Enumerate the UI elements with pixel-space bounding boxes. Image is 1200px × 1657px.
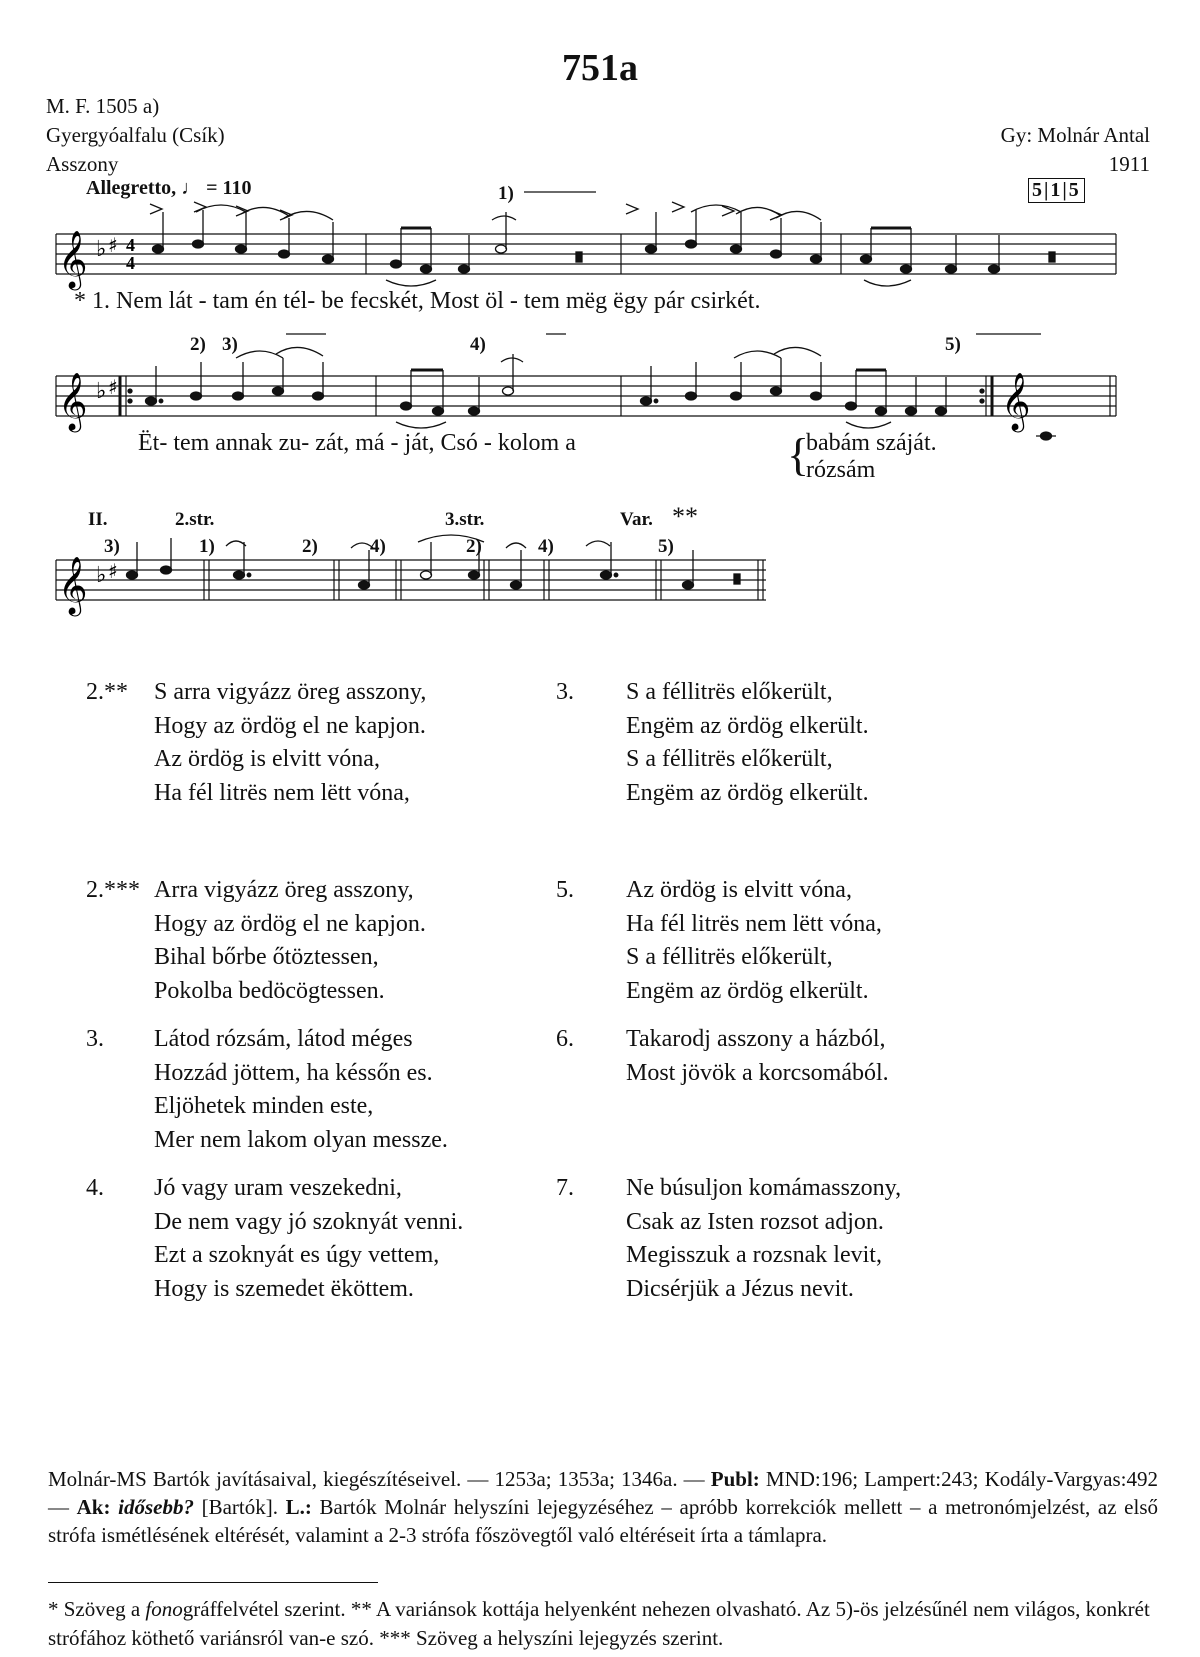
footnote-divider: [48, 1582, 378, 1583]
stanza-3-a: [556, 676, 1016, 816]
stanza-line: Takarodj asszony a házból,: [626, 1026, 886, 1052]
singer: Asszony: [46, 152, 119, 176]
stanza-line: Bihal bőrbe őtöztessen,: [154, 944, 379, 970]
editorial-note: [48, 1465, 1158, 1549]
footnote-1-post: gráffelvétel szerint.: [182, 1597, 346, 1621]
var-mark-5: 5): [658, 536, 674, 557]
tempo-marking: Allegretto, ♩ = 110: [86, 177, 252, 199]
footnote-3: *** Szöveg a helyszíni lejegyzés szerint.: [373, 1626, 724, 1650]
stanza-number: 2.***: [86, 877, 140, 903]
stanza-line: Engëm az ördög elkerült.: [626, 977, 869, 1004]
lyric-alt-b: rózsám: [806, 457, 876, 483]
stanza-line: Mer nem lakom olyan messze.: [154, 1126, 448, 1153]
stanza-line: Megisszuk a rozsnak levit,: [626, 1242, 882, 1268]
svg-text:♭: ♭: [96, 563, 107, 588]
stanza-2-star: [86, 676, 546, 816]
mark-2: 2): [190, 334, 206, 355]
stanza-line: Hozzád jöttem, ha késsőn es.: [154, 1059, 433, 1086]
year: 1911: [1108, 152, 1150, 176]
stanza-number: 2.**: [86, 679, 128, 705]
stanza-7: [556, 1172, 1016, 1312]
stanza-line: Arra vigyázz öreg asszony,: [154, 877, 414, 903]
staff-row-3: [46, 530, 846, 620]
stanza-number: 3.: [86, 1026, 104, 1052]
stanza-number: 3.: [556, 679, 574, 705]
label-3str: 3.str.: [445, 509, 485, 530]
var-mark-3: 3): [104, 536, 120, 557]
var-mark-2b: 2): [466, 536, 482, 557]
stanza-line: Az ördög is elvitt vóna,: [626, 877, 852, 903]
stanza-4: [86, 1172, 546, 1312]
stanza-line: Hogy az ördög el ne kapjon.: [154, 712, 426, 739]
svg-text:♯: ♯: [108, 375, 118, 399]
svg-text:♯: ♯: [108, 559, 118, 583]
var-mark-1: 1): [199, 536, 215, 557]
var-mark-2a: 2): [302, 536, 318, 557]
footnote-2: ** A variánsok kottája helyenként nehezen olvasható. Az 5)-ös jelzésűnél nem világos, konkrét strófához köthető variánsról van-e szó.: [48, 1597, 1150, 1650]
stanza-6: [556, 1023, 1016, 1103]
ak-value: idősebb?: [110, 1495, 194, 1519]
lyric-brace: {: [787, 429, 810, 480]
stanza-line: S a féllitrës előkerült,: [626, 679, 833, 705]
stanza-line: Most jövök a korcsomából.: [626, 1059, 889, 1086]
ak-label: Ak:: [76, 1495, 111, 1519]
stanza-3-b: [86, 1023, 546, 1163]
stanza-line: Engëm az ördög elkerült.: [626, 779, 869, 806]
ak-rest: [Bartók].: [193, 1495, 286, 1519]
stanza-line: Hogy is szemedet ëköttem.: [154, 1275, 414, 1302]
source-id: M. F. 1505 a): [46, 94, 160, 118]
collector: Gy: Molnár Antal: [1000, 123, 1150, 147]
staff-row-1: [46, 190, 1156, 300]
mark-4: 4): [470, 334, 486, 355]
song-number: 751a: [562, 47, 638, 89]
mark-3: 3): [222, 334, 238, 355]
svg-text:4: 4: [126, 235, 135, 255]
staff-row-2: [46, 332, 1156, 442]
label-variant-II: II.: [88, 509, 108, 530]
stanza-line: Eljöhetek minden este,: [154, 1093, 374, 1119]
lyrics-row-2: Ët- tem annak zu- zát, má - ját, Csó - kolom a: [138, 430, 576, 456]
collector-block: [1001, 121, 1150, 179]
stanza-line: Ha fél litrës nem lëtt vóna,: [626, 910, 882, 937]
svg-text:𝄞: 𝄞: [1001, 372, 1031, 430]
stanza-number: 7.: [556, 1175, 574, 1201]
stanza-number: 4.: [86, 1175, 104, 1201]
stanza-number: 5.: [556, 877, 574, 903]
stanza-line: Engëm az ördög elkerült.: [626, 712, 869, 739]
cadence-box: 5|1|5: [1028, 178, 1085, 203]
stanza-line: Az ördög is elvitt vóna,: [154, 746, 380, 772]
stanza-5: [556, 874, 1016, 1014]
stanza-line: S a féllitrës előkerült,: [626, 746, 833, 772]
stanza-line: De nem vagy jó szoknyát venni.: [154, 1208, 464, 1235]
stanza-line: Ezt a szoknyát es úgy vettem,: [154, 1242, 440, 1268]
stanza-line: S a féllitrës előkerült,: [626, 944, 833, 970]
stanza-line: Dicsérjük a Jézus nevit.: [626, 1275, 854, 1302]
lyrics-row-1: * 1. Nem lát - tam én tél- be fecskét, Most öl - tem mëg ëgy pár csirkét.: [74, 288, 761, 314]
label-2str: 2.str.: [175, 509, 215, 530]
publ-label: Publ:: [710, 1467, 760, 1491]
place: Gyergyóalfalu (Csík): [46, 123, 225, 147]
l-label: L.:: [285, 1495, 312, 1519]
stanza-line: Hogy az ördög el ne kapjon.: [154, 910, 426, 937]
stanza-number: 6.: [556, 1026, 574, 1052]
svg-text:♯: ♯: [108, 233, 118, 257]
stanza-line: Látod rózsám, látod méges: [154, 1026, 413, 1052]
svg-text:4: 4: [126, 253, 135, 273]
stanza-line: S arra vigyázz öreg asszony,: [154, 679, 427, 705]
mark-1: 1): [498, 183, 514, 204]
svg-text:𝄞: 𝄞: [58, 372, 88, 430]
stanza-line: Jó vagy uram veszekedni,: [154, 1175, 402, 1201]
stanza-2-triple-star: [86, 874, 546, 1014]
mark-5: 5): [945, 334, 961, 355]
note-main: Molnár-MS Bartók javításaival, kiegészítéseivel. — 1253a; 1353a; 1346a. —: [48, 1467, 711, 1491]
lyric-alt-a: babám száját.: [806, 430, 937, 456]
stanza-line: Pokolba bedöcögtessen.: [154, 977, 385, 1004]
label-stars: **: [672, 502, 698, 531]
var-mark-4b: 4): [538, 536, 554, 557]
stanza-line: Ne búsuljon komámasszony,: [626, 1175, 902, 1201]
label-var: Var.: [620, 509, 653, 530]
footnote-1-italic: fono: [145, 1597, 183, 1621]
source-block: [46, 92, 225, 179]
publ-list: MND:196; Lampert:243; Kodály-Vargyas:492 —: [48, 1467, 1158, 1519]
svg-text:♭: ♭: [96, 237, 107, 262]
l-text: Bartók Molnár helyszíni lejegyzéséhez – apróbb korrekciók mellett – a metronómjelzést, az első strófa ismétlésének eltérését, valamint a 2-3 strófa főszövegtől való eltéréseit írta a támlapra.: [48, 1495, 1159, 1547]
footnote-1-pre: * Szöveg a: [48, 1597, 146, 1621]
svg-text:𝄞: 𝄞: [58, 556, 88, 614]
footnotes: [48, 1595, 1158, 1653]
stanza-line: Csak az Isten rozsot adjon.: [626, 1208, 884, 1235]
var-mark-4a: 4): [370, 536, 386, 557]
stanza-line: Ha fél litrës nem lëtt vóna,: [154, 779, 410, 806]
svg-text:𝄞: 𝄞: [58, 230, 88, 288]
svg-text:♭: ♭: [96, 379, 107, 404]
